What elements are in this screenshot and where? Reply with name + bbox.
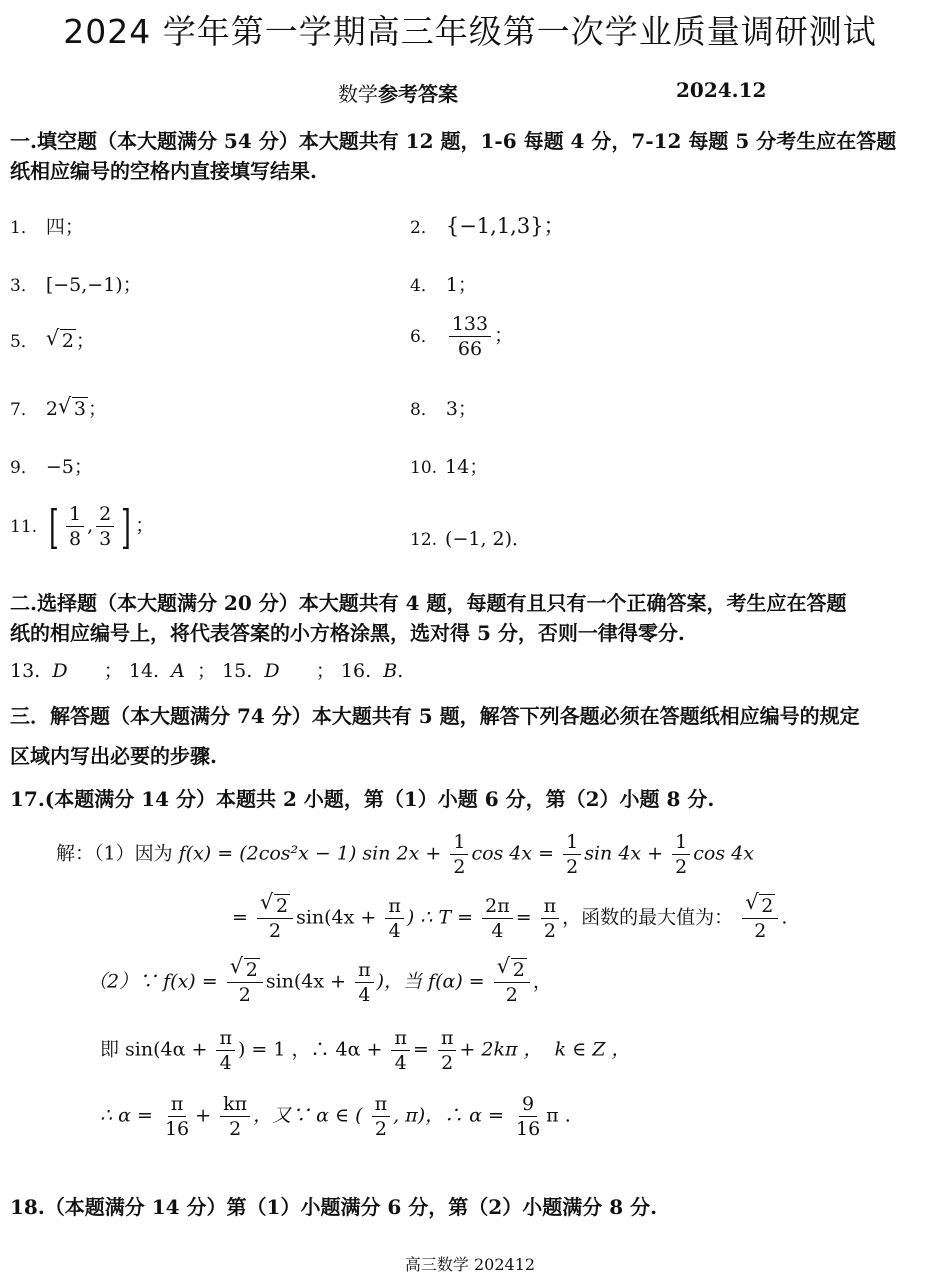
q17-header: 17.(本题满分 14 分）本题共 2 小题，第（1）小题 6 分，第（2）小题 8 分.	[10, 787, 715, 811]
q17-step4: 即 sin(4α + $\frac{\pi}{4}$ ) = 1 ，∴ 4α + $\frac{\pi}{4}$ = $\frac{\pi}{2}$ + 2kπ ， k ∈ Z ，	[100, 1027, 631, 1074]
section3-heading	[10, 696, 860, 776]
section3-line2: 区域内写出必要的步骤.	[10, 744, 217, 768]
q17-step2: = √ 2 2 sin(4x + $\frac{\pi}{4}$ ) ∴ T = $\frac{2\pi}{4}$ = $\frac{\pi}{2}$ ，函数的最大值为： √ 2 2 .	[232, 890, 788, 942]
q17-step5: ∴ α = $\frac{\pi}{16}$ + $\frac{k\pi}{2}$ ，又∵ α ∈ ( $\frac{\pi}{2}$ , π)，∴ α = $\frac{9}{16}$ π .	[100, 1093, 571, 1140]
answer-3: 3． [−5,−1)；	[10, 274, 142, 296]
answer-6: 6． $\frac{133}{66}$ ；	[410, 313, 514, 360]
section1-line1: 一.填空题（本大题满分 54 分）本大题共有 12 题，1-6 每题 4 分，7-12 每题 5 分考生应在答题	[10, 129, 897, 153]
answer-12: 12. (−1, 2)．	[410, 528, 532, 550]
section2-heading	[10, 588, 847, 648]
answer-1: 1． 四；	[10, 216, 84, 238]
exam-date: 2024.12	[676, 78, 767, 102]
page-title: 2024 学年第一学期高三年级第一次学业质量调研测试	[63, 12, 877, 51]
section2-line1: 二.选择题（本大题满分 20 分）本大题共有 4 题，每题有且只有一个正确答案，考生应在答题	[10, 591, 847, 615]
answer-8: 8． 3；	[410, 398, 477, 420]
answer-4: 4． 1；	[410, 274, 477, 296]
section1-line2: 纸相应编号的空格内直接填写结果.	[10, 159, 317, 183]
answer-7: 7． 2 √ 3 ；	[10, 394, 108, 420]
q18-header: 18.（本题满分 14 分）第（1）小题满分 6 分，第（2）小题满分 8 分.	[10, 1195, 658, 1219]
sqrt-symbol: √ 3	[57, 394, 87, 420]
section2-line2: 纸的相应编号上，将代表答案的小方格涂黑，选对得 5 分，否则一律得零分.	[10, 621, 685, 645]
q17-step1: 解：（1）因为 f(x) = (2cos²x − 1) sin 2x + $\frac{1}{2}$ cos 4x = $\frac{1}{2}$ sin 4x + $\frac{1}{2}$ cos 4x	[56, 831, 754, 878]
section3-line1: 三．解答题（本大题满分 74 分）本大题共有 5 题，解答下列各题必须在答题纸相应编号的规定	[10, 704, 860, 728]
page-footer: 高三数学 202412	[404, 1255, 536, 1274]
sqrt-symbol: √ 2	[45, 326, 74, 352]
answer-5: 5． √ 2 ；	[10, 326, 95, 352]
choice-answers: 13. D ； 14. A ； 15. D ； 16. B.	[10, 660, 404, 682]
subtitle	[338, 78, 458, 107]
q17-step3: （2）∵ f(x) = √ 2 2 sin(4x + $\frac{\pi}{4}$ )，当 f(α) = √ 2 2 ，	[88, 954, 552, 1006]
subtitle-subject: 数学	[338, 82, 378, 106]
section1-heading	[10, 126, 896, 186]
answer-9: 9． −5；	[10, 456, 93, 478]
answer-2: 2． {−1,1,3}；	[410, 214, 565, 238]
subtitle-answer-key: 参考答案	[378, 82, 458, 106]
fraction: $\frac{133}{66}$	[449, 312, 491, 361]
answer-10: 10. 14；	[410, 456, 489, 478]
answer-11: 11. [ $\frac{1}{8}$ , $\frac{2}{3}$ ] ；	[10, 499, 155, 554]
